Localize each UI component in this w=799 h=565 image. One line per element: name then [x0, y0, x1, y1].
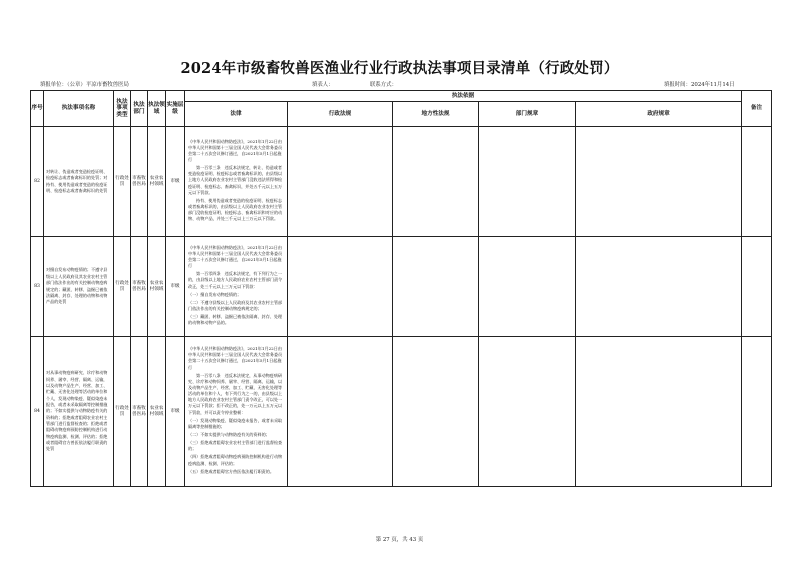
header-law: 法律: [185, 102, 288, 127]
law-paragraph: 第一百零八条 违反本法规定，从事动物疫病研究、诊疗和动物饲养、屠宰、经营、隔离、运输，以及动物产品生产、经营、加工、贮藏、无害化处理等活动的单位和个人，有下列行为之一的，由县级以上地方人民政府农业农村主管部门责令改正，可以处一万元以下罚款；拒不改正的，处一万元以上五万元以下罚款，并可以责令停业整顿：: [188, 372, 283, 415]
row-gov-rule: [576, 127, 742, 237]
row-law: [185, 237, 288, 337]
row-admin-reg: [288, 127, 393, 237]
row-law: [185, 127, 288, 237]
row-seq: 84: [31, 337, 44, 487]
header-dept: 执法部门: [131, 91, 148, 127]
law-paragraph: （四）拒绝或者阻碍动物疫病预防控制机构进行动物疫病监测、检测、评估的；: [188, 454, 283, 466]
row-level: 市级: [166, 237, 185, 337]
row-admin-reg: [288, 237, 393, 337]
page-number: 第 27 页，共 43 页: [375, 537, 424, 543]
header-field: 执法领域: [148, 91, 166, 127]
row-local-reg: [393, 127, 479, 237]
row-gov-rule: [576, 237, 742, 337]
law-paragraph: （二）不遵守县级以上人民政府及其农业农村主管部门依法作出的有关控制动物疫病规定的；: [188, 299, 283, 311]
law-paragraph: 《中华人民共和国动物防疫法》，2021年1月22日由中华人民共和国第十三届全国人民代表大会常务委员会第二十五次会议修订通过，自2021年5月1日起施行: [188, 244, 283, 269]
row-level: 市级: [166, 337, 185, 487]
row-type: 行政处罚: [114, 237, 131, 337]
row-dept-rule: [479, 237, 576, 337]
law-paragraph: （一）发现动物染疫、疑似染疫未报告，或者未采取隔离等控制措施的；: [188, 417, 283, 429]
row-remark: [742, 237, 772, 337]
row-remark: [742, 337, 772, 487]
row-dept: 市畜牧兽医局: [131, 337, 148, 487]
table-row: [31, 127, 772, 237]
law-paragraph: （三）拒绝或者阻碍农业农村主管部门进行监督检查的；: [188, 440, 283, 452]
page-title: 2024年市级畜牧兽医渔业行业行政执法事项目录清单（行政处罚）: [180, 60, 619, 77]
row-field: 农业农村领域: [148, 127, 166, 237]
header-dept-rule: 部门规章: [479, 102, 576, 127]
filling-date: 填报时间：2024年11月14日: [664, 82, 735, 88]
contact-label: 联系方式：: [370, 82, 397, 88]
row-local-reg: [393, 337, 479, 487]
row-dept-rule: [479, 127, 576, 237]
header-admin-reg: 行政法规: [288, 102, 393, 127]
row-level: 市级: [166, 127, 185, 237]
row-law: [185, 337, 288, 487]
law-paragraph: 《中华人民共和国动物防疫法》，2021年1月22日由中华人民共和国第十三届全国人民代表大会常务委员会第二十五次会议修订通过，自2021年5月1日起施行: [188, 346, 283, 370]
row-field: 农业农村领域: [148, 337, 166, 487]
law-paragraph: 第一百零三条 违反本法规定，转让、伪造或者变造检疫证明、检疫标志或者畜禽标识的，由县级以上地方人民政府农业农村主管部门没收违法所得和检疫证明、检疫标志、畜禽标识，并处五千元以上五万元以下罚款。: [188, 165, 283, 195]
row-dept: 市畜牧兽医局: [131, 237, 148, 337]
header-item-name: 执法事项名称: [44, 91, 114, 127]
row-item-name: 对擅自发布动物疫情的；不遵守县级以上人民政府及其农业农村主管部门依法作出的有关控制动物疫病规定的；藏匿、转移、盗掘已被依法隔离、封存、处理的动物和动物产品的处罚: [44, 237, 114, 337]
header-type: 执法事项类型: [114, 91, 131, 127]
row-type: 行政处罚: [114, 127, 131, 237]
law-paragraph: （五）拒绝或者阻碍官方兽医依法履行职责的。: [188, 468, 274, 474]
row-item-name: 对从事动物疫病研究、诊疗和动物饲养、屠宰、经营、隔离、运输，以及动物产品生产、经营、加工、贮藏、无害化处理等活动的单位和个人，发现动物染疫、疑似染疫未报告，或者未采取隔离等控制措施的；不如实提供与动物防疫有关的资料的；拒绝或者阻碍农业农村主管部门进行监督检查的；拒绝或者阻碍动物疫病预防控制机构进行动物疫病监测、检测、评估的；拒绝或者阻碍官方兽医依法履行职责的处罚: [44, 337, 114, 487]
header-level: 实施层级: [166, 91, 185, 127]
law-paragraph: 持有、使用伪造或者变造的检疫证明、检疫标志或者畜禽标识的，由县级以上人民政府农业农村主管部门没收检疫证明、检疫标志、畜禽标识和对应的动物、动物产品，并处三千元以上三万元以下罚款。: [188, 197, 283, 222]
row-item-name: 对转让、伪造或者变造检疫证明、检疫标志或者畜禽标识的处罚；对持有、使用伪造或者变造的检疫证明、检疫标志或者畜禽标识的处罚: [44, 127, 114, 237]
header-local-reg: 地方性法规: [393, 102, 479, 127]
law-paragraph: （三）藏匿、转移、盗掘已被依法隔离、封存、处理的动物和动物产品的。: [188, 314, 283, 326]
law-paragraph: 第一百零四条 违反本法规定，有下列行为之一的，由县级以上地方人民政府农业农村主管部门责令改正，处三千元以上三万元以下罚款：: [188, 271, 283, 289]
row-seq: 82: [31, 127, 44, 237]
header-gov-rule: 政府规章: [576, 102, 742, 127]
row-admin-reg: [288, 337, 393, 487]
law-paragraph: 《中华人民共和国动物防疫法》，2021年1月22日由中华人民共和国第十三届全国人民代表大会常务委员会第二十五次会议修订通过，自2021年5月1日起施行: [188, 138, 283, 162]
enforcement-items-table: [30, 90, 772, 487]
law-paragraph: （二）不如实提供与动物防疫有关的资料的；: [188, 431, 270, 437]
row-gov-rule: [576, 337, 742, 487]
row-seq: 83: [31, 237, 44, 337]
row-local-reg: [393, 237, 479, 337]
table-row: [31, 337, 772, 487]
law-paragraph: （一）擅自发布动物疫情的；: [188, 291, 242, 297]
row-dept: 市畜牧兽医局: [131, 127, 148, 237]
filler-label: 填表人：: [312, 82, 334, 88]
table-row: [31, 237, 772, 337]
row-dept-rule: [479, 337, 576, 487]
row-remark: [742, 127, 772, 237]
filling-unit: 填报单位：（公章）平凉市畜牧兽医局: [40, 82, 129, 88]
header-basis: 执法依据: [185, 91, 742, 102]
row-type: 行政处罚: [114, 337, 131, 487]
header-remark: 备注: [742, 91, 772, 127]
row-field: 农业农村领域: [148, 237, 166, 337]
header-seq: 序号: [31, 91, 44, 127]
